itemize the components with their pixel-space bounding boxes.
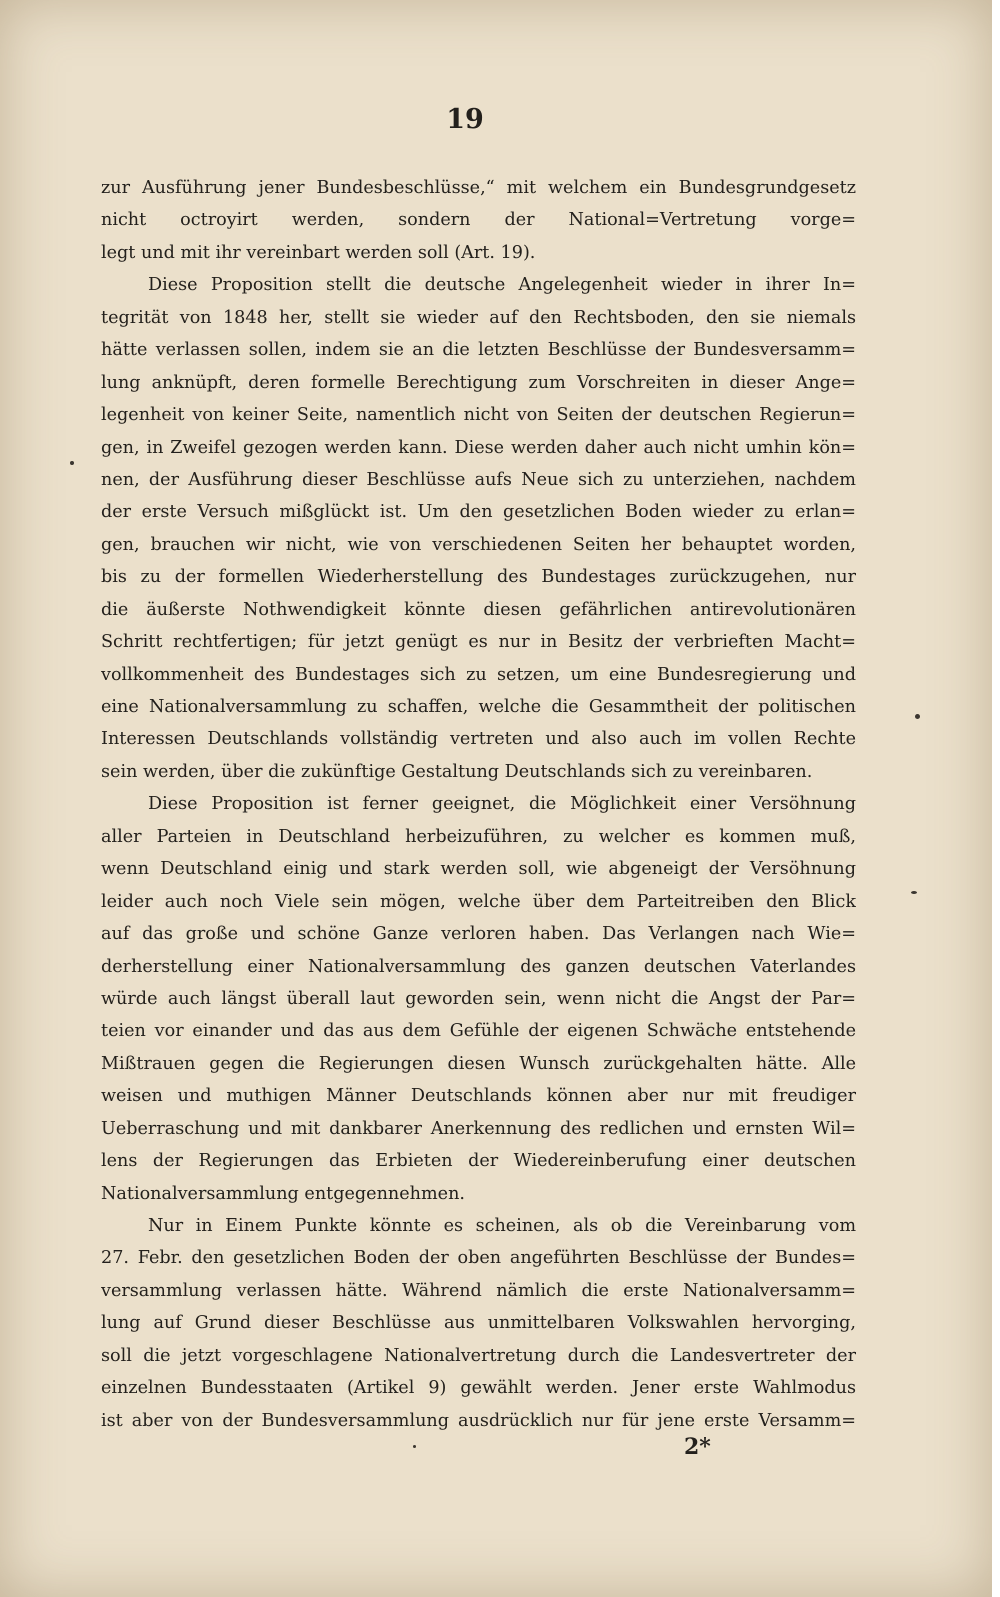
text-line: der erste Versuch mißglückt ist. Um den gesetzlichen Boden wieder zu erlan= — [101, 502, 856, 523]
text-line: aller Parteien in Deutschland herbeizuführen, zu welcher es kommen muß, — [101, 826, 856, 847]
ink-speck — [915, 714, 920, 719]
ink-speck — [413, 1445, 416, 1448]
text-line: nen, der Ausführung dieser Beschlüsse aufs Neue sich zu unterziehen, nachdem — [101, 469, 856, 490]
text-line: leider auch noch Viele sein mögen, welche über dem Parteitreiben den Blick — [101, 891, 856, 912]
text-line: sein werden, über die zukünftige Gestaltung Deutschlands sich zu vereinbaren. — [101, 761, 813, 782]
text-line: derherstellung einer Nationalversammlung des ganzen deutschen Vaterlandes — [101, 956, 856, 977]
text-line: Ueberraschung und mit dankbarer Anerkennung des redlichen und ernsten Wil= — [101, 1118, 856, 1139]
text-line: gen, brauchen wir nicht, wie von verschiedenen Seiten her behauptet worden, — [101, 534, 856, 555]
body-text — [101, 172, 856, 1437]
text-line: einzelnen Bundesstaaten (Artikel 9) gewählt werden. Jener erste Wahlmodus — [101, 1378, 856, 1399]
page-number: 19 — [446, 104, 484, 135]
text-line: Diese Proposition stellt die deutsche Angelegenheit wieder in ihrer In= — [148, 275, 856, 296]
text-line: 27. Febr. den gesetzlichen Boden der oben angeführten Beschlüsse der Bundes= — [101, 1248, 856, 1269]
text-line: würde auch längst überall laut geworden sein, wenn nicht die Angst der Par= — [101, 988, 856, 1009]
text-line: lung anknüpft, deren formelle Berechtigung zum Vorschreiten in dieser Ange= — [101, 372, 856, 393]
signature-mark: 2* — [684, 1434, 711, 1460]
text-line: Diese Proposition ist ferner geeignet, die Möglichkeit einer Versöhnung — [148, 794, 856, 815]
text-line: soll die jetzt vorgeschlagene Nationalvertretung durch die Landesvertreter der — [101, 1345, 856, 1366]
text-line: teien vor einander und das aus dem Gefühle der eigenen Schwäche entstehende — [101, 1021, 856, 1042]
text-line: ist aber von der Bundesversammlung ausdrücklich nur für jene erste Versamm= — [101, 1410, 856, 1431]
text-line: weisen und muthigen Männer Deutschlands können aber nur mit freudiger — [101, 1086, 856, 1107]
text-line: lung auf Grund dieser Beschlüsse aus unmittelbaren Volkswahlen hervorging, — [101, 1313, 856, 1334]
text-line: zur Ausführung jener Bundesbeschlüsse,“ mit welchem ein Bundesgrundgesetz — [101, 178, 856, 198]
text-line: nicht octroyirt werden, sondern der National=Vertretung vorge= — [101, 210, 856, 231]
text-line: eine Nationalversammlung zu schaffen, welche die Gesammtheit der politischen — [101, 697, 856, 717]
text-line: vollkommenheit des Bundestages sich zu setzen, um eine Bundesregierung und — [101, 664, 856, 685]
text-line: wenn Deutschland einig und stark werden soll, wie abgeneigt der Versöhnung — [101, 859, 856, 880]
text-line: Interessen Deutschlands vollständig vertreten und also auch im vollen Rechte — [101, 729, 856, 750]
text-line: legt und mit ihr vereinbart werden soll (Art. 19). — [101, 242, 536, 263]
ink-speck — [70, 461, 74, 465]
text-line: tegrität von 1848 her, stellt sie wieder auf den Rechtsboden, den sie niemals — [101, 307, 856, 328]
text-line: versammlung verlassen hätte. Während nämlich die erste Nationalversamm= — [101, 1280, 856, 1301]
text-line: Mißtrauen gegen die Regierungen diesen Wunsch zurückgehalten hätte. Alle — [101, 1053, 856, 1074]
text-line: Schritt rechtfertigen; für jetzt genügt es nur in Besitz der verbrieften Macht= — [101, 632, 856, 653]
ink-speck — [911, 891, 917, 894]
text-line: Nur in Einem Punkte könnte es scheinen, als ob die Vereinbarung vom — [148, 1216, 856, 1236]
text-line: gen, in Zweifel gezogen werden kann. Diese werden daher auch nicht umhin kön= — [101, 437, 856, 458]
text-line: bis zu der formellen Wiederherstellung des Bundestages zurückzugehen, nur — [101, 567, 856, 588]
text-line: hätte verlassen sollen, indem sie an die letzten Beschlüsse der Bundesversamm= — [101, 340, 856, 361]
text-line: legenheit von keiner Seite, namentlich nicht von Seiten der deutschen Regierun= — [101, 405, 856, 426]
text-line: lens der Regierungen das Erbieten der Wiedereinberufung einer deutschen — [101, 1151, 856, 1172]
text-line: die äußerste Nothwendigkeit könnte diesen gefährlichen antirevolutionären — [101, 599, 856, 620]
text-line: auf das große und schöne Ganze verloren haben. Das Verlangen nach Wie= — [101, 924, 856, 945]
text-line: Nationalversammlung entgegennehmen. — [101, 1183, 465, 1204]
